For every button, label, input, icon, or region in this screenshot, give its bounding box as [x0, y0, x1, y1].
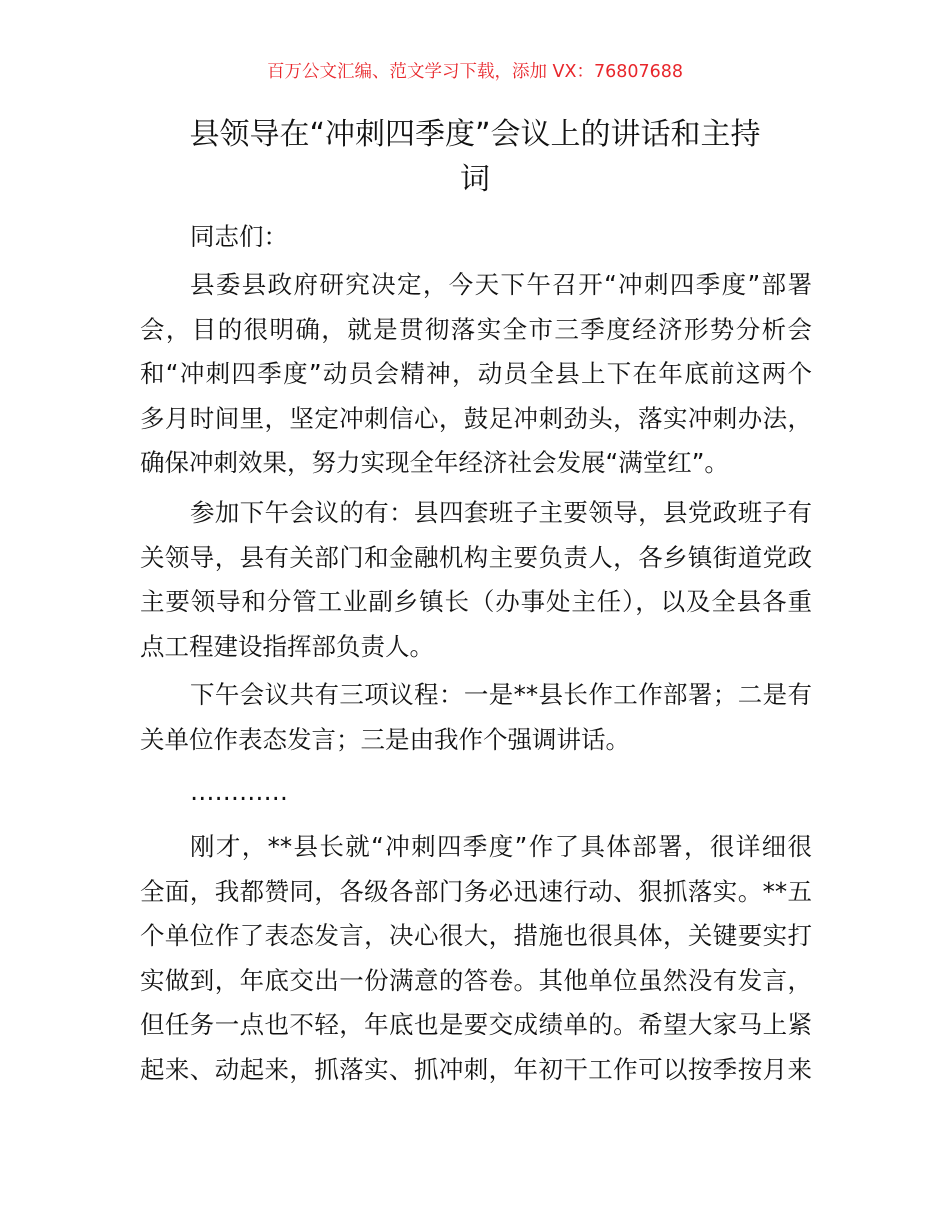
text-line: 点工程建设指挥部负责人。 — [140, 631, 434, 661]
text-line: 确保冲刺效果，努力实现全年经济社会发展“满堂红”。 — [140, 448, 729, 477]
text-line: 个单位作了表态发言，决心很大，措施也很具体，关键要实打 — [140, 921, 812, 950]
title-line: 县领导在“冲刺四季度”会议上的讲话和主持 — [189, 117, 761, 152]
paragraph-2 — [140, 491, 812, 669]
text-line: 关单位作表态发言；三是由我作个强调讲话。 — [140, 724, 630, 754]
ellipsis-text: ………… — [190, 777, 288, 806]
title-line: 词 — [460, 162, 490, 197]
text-line: 刚才，**县长就“冲刺四季度”作了具体部署，很详细很 — [190, 832, 812, 861]
document-title — [120, 112, 830, 202]
text-line: 县委县政府研究决定，今天下午召开“冲刺四季度”部署 — [190, 270, 812, 299]
salutation — [140, 215, 812, 260]
text-line: 会，目的很明确，就是贯彻落实全市三季度经济形势分析会 — [140, 314, 812, 344]
salutation-text: 同志们： — [190, 222, 288, 251]
text-line: 但任务一点也不轻，年底也是要交成绩单的。希望大家马上紧 — [140, 1010, 812, 1039]
text-line: 实做到，年底交出一份满意的答卷。其他单位虽然没有发言， — [140, 965, 812, 995]
paragraph-1 — [140, 263, 812, 486]
text-line: 和“冲刺四季度”动员会精神，动员全县上下在年底前这两个 — [140, 359, 812, 388]
text-line: 下午会议共有三项议程：一是**县长作工作部署；二是有 — [190, 680, 812, 709]
text-line: 多月时间里，坚定冲刺信心，鼓足冲刺劲头，落实冲刺办法， — [140, 403, 812, 433]
text-line: 参加下午会议的有：县四套班子主要领导，县党政班子有 — [190, 498, 812, 527]
text-line: 主要领导和分管工业副乡镇长（办事处主任），以及全县各重 — [140, 587, 812, 616]
ellipsis-paragraph — [140, 770, 812, 815]
paragraph-4 — [140, 825, 812, 1092]
text-line: 起来、动起来，抓落实、抓冲刺，年初干工作可以按季按月来 — [140, 1054, 812, 1084]
text-line: 全面，我都赞同，各级各部门务必迅速行动、狠抓落实。**五 — [140, 876, 812, 906]
paragraph-3 — [140, 673, 812, 762]
watermark-banner: 百万公文汇编、范文学习下载，添加 VX：76807688 — [266, 62, 684, 82]
text-line: 关领导，县有关部门和金融机构主要负责人，各乡镇街道党政 — [140, 542, 812, 572]
